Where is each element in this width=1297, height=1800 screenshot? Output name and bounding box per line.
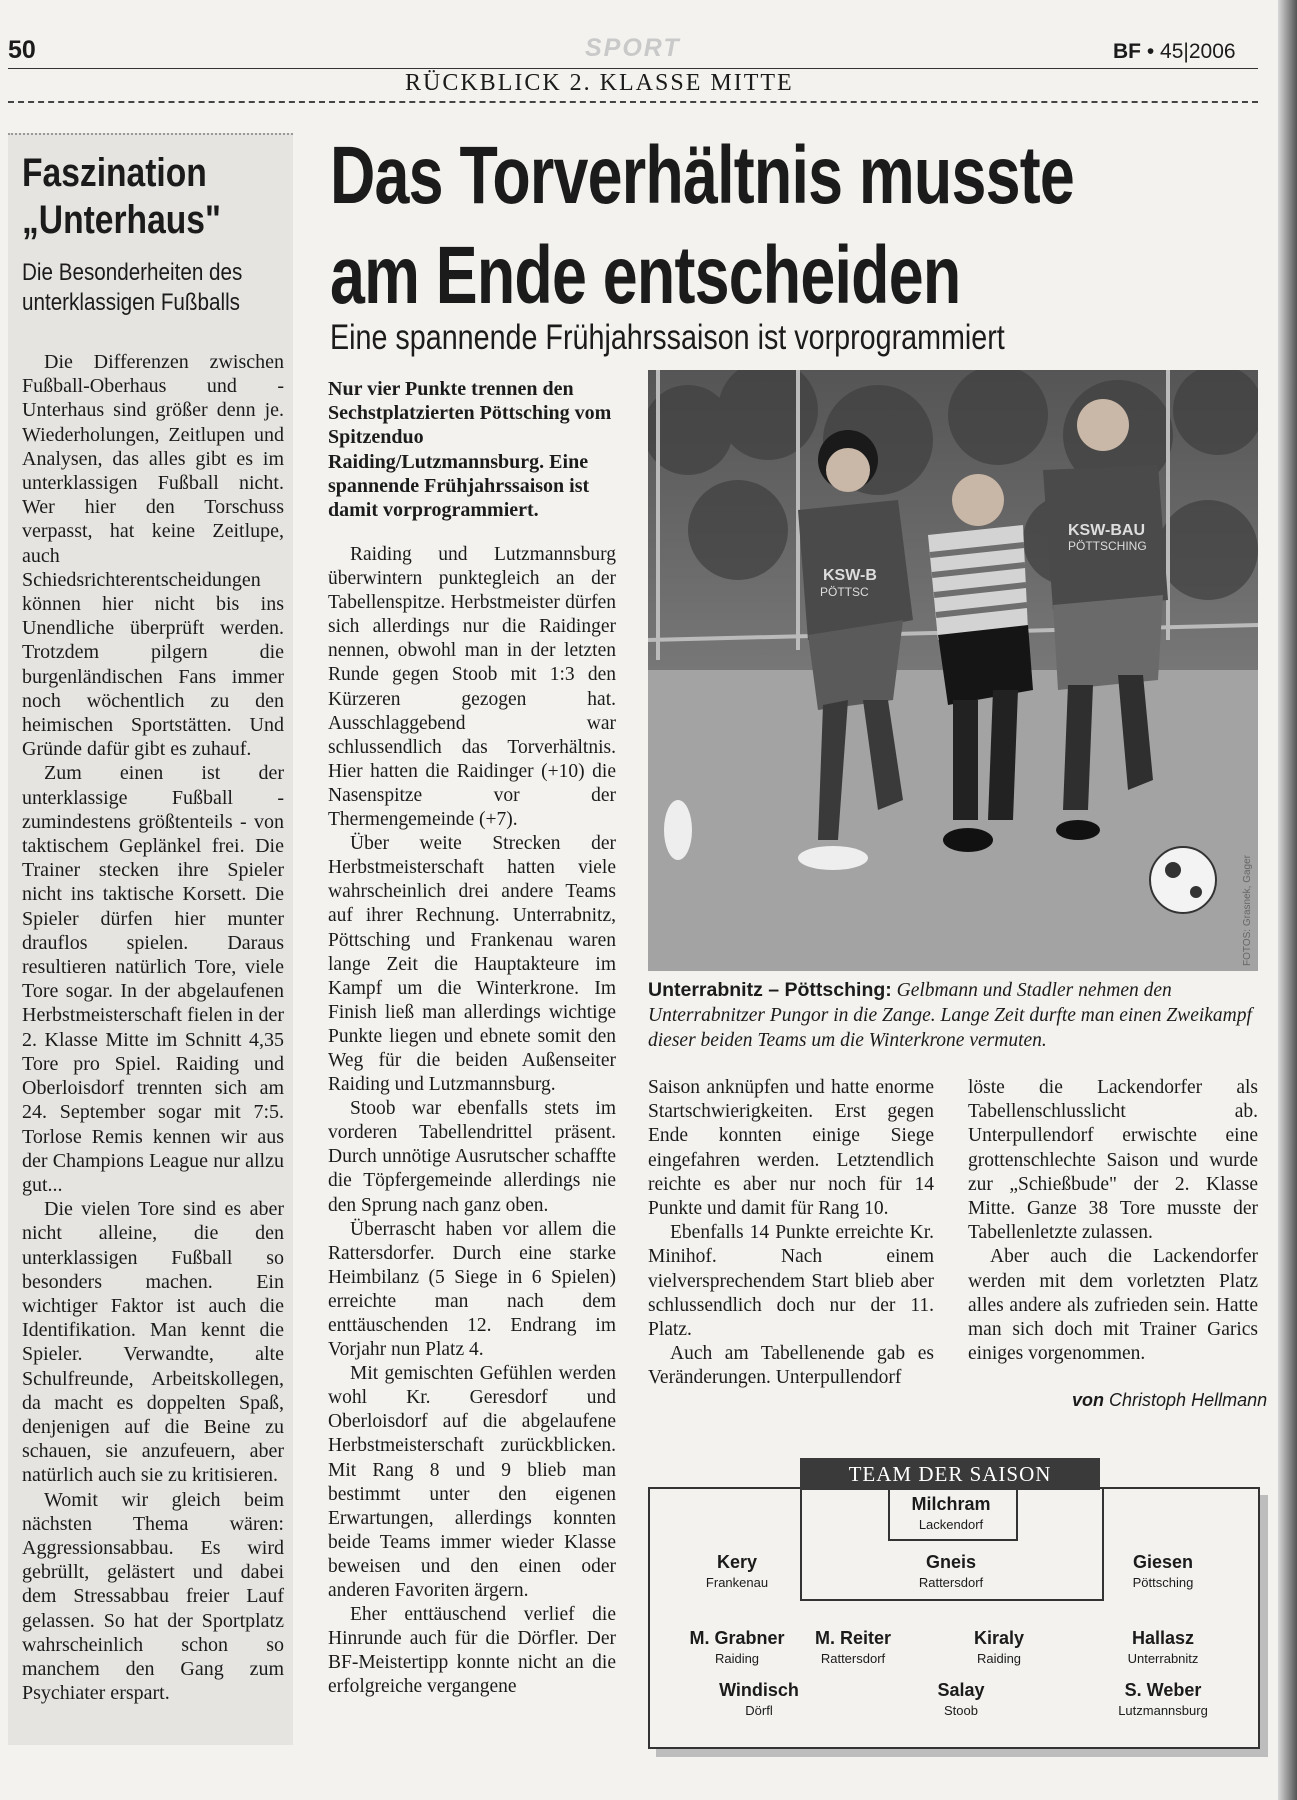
player-name: Salay bbox=[937, 1680, 985, 1700]
section-label: SPORT bbox=[585, 34, 681, 62]
sidebar-paragraph: Die vielen Tore sind es aber nicht alleine, die den unterklassigen Fußball so besonders machen. Ein wichtiger Faktor ist auch die Identifikation. Man kennt die Spieler. Verwandte, alte Schulfreunde, Arbeitskollegen, da macht es doppelten Spaß, denjenigen auf die Beine zu schauen, sie anzufeuern, aber natürlich auch sie zu kritisieren. bbox=[22, 1198, 284, 1487]
team-player bbox=[684, 1680, 834, 1718]
team-player bbox=[1088, 1680, 1238, 1718]
sidebar-paragraph: Die Differenzen zwischen Fußball-Oberhaus und -Unterhaus sind größer denn je. Wiederholungen, Zeitlupen und Analysen, das alles gibt es im unterklassigen Fußball nicht. Wer hier den Torschuss verpasst, hat keine Zeitlupe, auch Schiedsrichterentscheidungen können hier nicht bis ins Unendliche überprüft werden. Trotzdem pilgern die burgenländischen Fans immer noch wöchentlich zu den heimischen Sportstätten. Und Gründe dafür gibt es zuhauf. bbox=[22, 351, 284, 761]
article-paragraph: Raiding und Lutzmannsburg überwintern punktegleich an der Tabellenspitze. Herbstmeister dürfen sich allerdings nur die Raidinger nennen, obwohl man in der letzten Runde gegen Stoob mit 1:3 den Kürzeren gezogen hat. Ausschlaggebend war schlussendlich das Torverhältnis. Hier hatten die Raidinger (+10) die Nasenspitze vor der Thermengemeinde (+7). bbox=[328, 544, 616, 831]
player-club: Frankenau bbox=[705, 1575, 769, 1590]
article-subheadline: Eine spannende Frühjahrssaison ist vorprogrammiert bbox=[330, 318, 1005, 357]
team-player bbox=[778, 1628, 928, 1666]
team-player bbox=[876, 1494, 1026, 1532]
article-paragraph: Aber auch die Lackendorfer werden mit dem vorletzten Platz alles andere als zufrieden sein. Hatte man sich doch mit Trainer Garics einiges vorgenommen. bbox=[968, 1246, 1258, 1365]
byline-prefix: von bbox=[1072, 1390, 1105, 1410]
jersey-text: KSW-BAU bbox=[1068, 522, 1145, 539]
article-lead: Nur vier Punkte trennen den Sechstplatzierten Pöttsching vom Spitzenduo Raiding/Lutzmannsburg. Eine spannende Frühjahrssaison ist damit vorprogrammiert. bbox=[328, 378, 612, 522]
match-photo bbox=[648, 370, 1258, 971]
article-paragraph: Überrascht haben vor allem die Rattersdorfer. Durch eine starke Heimbilanz (5 Siege in 6 Spielen) erreichte man nach dem enttäuschenden 12. Endrang im Vorjahr nun Platz 4. bbox=[328, 1218, 616, 1361]
team-player bbox=[1088, 1552, 1238, 1590]
jersey-text: KSW-B bbox=[823, 567, 877, 584]
article-paragraph: Eher enttäuschend verlief die Hinrunde auch für die Dörfler. Der BF-Meistertipp konnte nicht an die erfolgreiche vergangene bbox=[328, 1604, 616, 1698]
article-paragraph: Über weite Strecken der Herbstmeisterschaft hatten viele wahrscheinlich drei andere Teams auf ihrer Rechnung. Unterrabnitz, Pöttsching und Frankenau waren lange Zeit die Hauptakteure im Kampf um die Winterkrone. Im Finish ließ man allerdings wichtige Punkte liegen und ebnete somit den Weg für die beiden Außenseiter Raiding und Lutzmannsburg. bbox=[328, 833, 616, 1096]
photo-credit: FOTOS: Grasnek, Gager bbox=[1242, 855, 1253, 966]
sidebar-title-line2: „Unterhaus" bbox=[22, 198, 221, 242]
article-paragraph: Auch am Tabellenende gab es Veränderungen. Unterpullendorf bbox=[648, 1343, 934, 1389]
sidebar-subtitle: Die Besonderheiten des unterklassigen Fußballs bbox=[22, 259, 243, 316]
jersey-text: PÖTTSCHING bbox=[1068, 539, 1147, 553]
jersey-text: PÖTTSC bbox=[820, 585, 869, 599]
player-club: Stoob bbox=[944, 1703, 978, 1718]
team-player bbox=[876, 1552, 1026, 1590]
headline-line1: Das Torverhältnis musste bbox=[330, 130, 1074, 221]
author-name: Christoph Hellmann bbox=[1109, 1390, 1268, 1410]
issue-number: • 45|2006 bbox=[1146, 40, 1236, 63]
headline-line2: am Ende entscheiden bbox=[330, 230, 961, 321]
photo-caption bbox=[648, 978, 1258, 1053]
article-paragraph: Mit gemischten Gefühlen werden wohl Kr. Geresdorf und Oberloisdorf auf die abgelaufene Herbstmeisterschaft zurückblicken. Mit Rang 8 und 9 blieb man bestimmt unter den eigenen Erwartungen, allerdings konnten beide Teams immer wieder Klasse beweisen und den einen oder anderen Favoriten ärgern. bbox=[328, 1363, 616, 1602]
header-rule bbox=[8, 68, 1258, 69]
sidebar-body bbox=[22, 350, 284, 1705]
sidebar-title bbox=[22, 150, 249, 244]
player-club: Lutzmannsburg bbox=[1118, 1703, 1208, 1718]
issue-info bbox=[1113, 40, 1236, 64]
caption-label: Unterrabnitz – Pöttsching: bbox=[648, 979, 892, 1001]
sidebar-title-line1: Faszination bbox=[22, 151, 207, 195]
team-player bbox=[1088, 1628, 1238, 1666]
article-column-1 bbox=[328, 543, 616, 1700]
player-name: Milchram bbox=[911, 1494, 991, 1514]
player-name: Giesen bbox=[1132, 1552, 1194, 1572]
article-paragraph: Ebenfalls 14 Punkte erreichte Kr. Minihof. Nach einem vielversprechendem Start blieb aber schlussendlich doch nur der 11. Platz. bbox=[648, 1222, 934, 1341]
player-name: Hallasz bbox=[1131, 1628, 1195, 1648]
player-name: Windisch bbox=[719, 1680, 799, 1700]
team-player bbox=[662, 1552, 812, 1590]
sidebar-paragraph: Womit wir gleich beim nächsten Thema wären: Aggressionsabbau. Es wird gebrüllt, gelästert und dabei dem Stressabbau freier Lauf gelassen. So hat der Sportplatz wahrscheinlich schon so manchem den Gang zum Psychiater erspart. bbox=[22, 1488, 284, 1705]
article-column-3 bbox=[968, 1076, 1258, 1366]
page-number: 50 bbox=[8, 36, 36, 64]
team-player bbox=[886, 1680, 1036, 1718]
article-headline bbox=[330, 126, 1172, 326]
article-column-2 bbox=[648, 1076, 934, 1391]
byline bbox=[1072, 1390, 1267, 1411]
page-edge-shadow bbox=[1278, 0, 1297, 1800]
article-paragraph: Saison anknüpfen und hatte enorme Startschwierigkeiten. Erst gegen Ende konnten einige Siege eingefahren werden. Letztendlich reichte es aber nur noch für 14 Punkte und damit für Rang 10. bbox=[648, 1077, 934, 1220]
player-club: Rattersdorf bbox=[820, 1651, 886, 1666]
player-name: M. Grabner bbox=[689, 1628, 785, 1648]
sidebar-paragraph: Zum einen ist der unterklassige Fußball - zumindestens größtenteils - von taktischem Geplänkel frei. Die Trainer stecken ihre Spieler nicht ins taktische Korsett. Die Spieler dürfen hier munter drauflos spielen. Daraus resultieren natürlich Tore, viele Tore sogar. In der abgelaufenen Herbstmeisterschaft fielen in der 2. Klasse Mitte im Schnitt 4,35 Tore pro Spiel. Raiding und Oberloisdorf trennten sich am 24. September sogar mit 7:5. Torlose Remis kennen wir aus der Champions League nur allzu gut... bbox=[22, 762, 284, 1196]
publication-name: BF bbox=[1113, 40, 1141, 63]
team-of-season-title: TEAM DER SAISON bbox=[800, 1458, 1100, 1490]
team-player bbox=[924, 1628, 1074, 1666]
player-name: Gneis bbox=[925, 1552, 977, 1572]
football bbox=[1150, 847, 1216, 913]
player-club: Pöttsching bbox=[1132, 1575, 1194, 1590]
player-club: Raiding bbox=[976, 1651, 1022, 1666]
article-paragraph: löste die Lackendorfer als Tabellenschlusslicht ab. Unterpullendorf erwischte eine grottenschlechte Saison und wurde zur „Schießbude" der 2. Klasse Mitte. Ganze 38 Tore musste der Tabellenletzte zulassen. bbox=[968, 1077, 1258, 1244]
player-club: Unterrabnitz bbox=[1127, 1651, 1199, 1666]
player-club: Lackendorf bbox=[918, 1517, 984, 1532]
player-name: Kiraly bbox=[973, 1628, 1025, 1648]
dashed-divider bbox=[8, 101, 1258, 103]
article-paragraph: Stoob war ebenfalls stets im vorderen Tabellendrittel präsent. Durch unnötige Ausrutscher schaffte die Töpfergemeinde allerdings nie den Sprung nach ganz oben. bbox=[328, 1098, 616, 1216]
rubric-title: RÜCKBLICK 2. KLASSE MITTE bbox=[405, 70, 794, 96]
player-club: Rattersdorf bbox=[918, 1575, 984, 1590]
player-name: S. Weber bbox=[1124, 1680, 1202, 1700]
player-name: Kery bbox=[716, 1552, 758, 1572]
player-name: M. Reiter bbox=[814, 1628, 892, 1648]
caption-text: Gelbmann und Stadler nehmen den Unterrabnitzer Pungor in die Zange. Lange Zeit durfte man einen Zweikampf dieser beiden Teams um die Winterkrone vermuten. bbox=[648, 980, 1252, 1051]
player-club: Raiding bbox=[714, 1651, 760, 1666]
player-club: Dörfl bbox=[745, 1703, 773, 1718]
